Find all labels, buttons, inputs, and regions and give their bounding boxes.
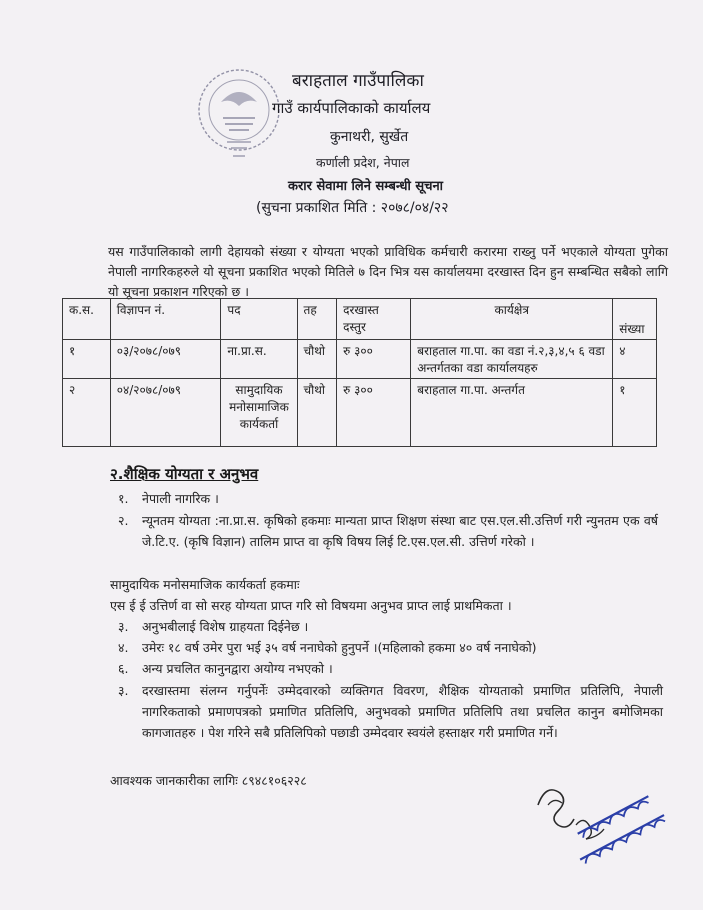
list-item xyxy=(118,658,658,679)
item-number: ३. xyxy=(118,619,129,634)
col-work-area: कार्यक्षेत्र xyxy=(411,299,613,340)
cell-fee: रु ३०० xyxy=(337,340,411,379)
notice-title: करार सेवामा लिने सम्बन्धी सूचना xyxy=(288,179,444,194)
vacancy-table xyxy=(62,298,657,447)
list-item xyxy=(118,680,663,743)
item-text: उमेरः १८ वर्ष उमेर पुरा भई ३५ वर्ष ननाघेको हुनुपर्ने ।(महिलाको हकमा ४० वर्ष ननाघेको) xyxy=(142,640,537,655)
cell-level: चौथो xyxy=(297,379,337,447)
list-item xyxy=(110,595,670,616)
office-name: गाउँ कार्यपालिकाको कार्यालय xyxy=(272,99,431,117)
contact-line: आवश्यक जानकारीका लागिः ८९४८१०६२२८ xyxy=(110,773,307,788)
list-item xyxy=(118,510,658,552)
col-ad-number: विज्ञापन नं. xyxy=(110,299,221,340)
office-location: कुनाथरी, सुर्खेत xyxy=(330,129,409,145)
item-text: एस ई ई उत्तिर्ण वा सो सरह योग्यता प्राप्त गरि सो विषयमा अनुभव प्राप्त लाई प्राथमिकता । xyxy=(110,598,512,613)
cell-post: ना.प्रा.स. xyxy=(221,340,297,379)
col-level: तह xyxy=(297,299,337,340)
item-number: २. xyxy=(118,513,129,528)
cell-serial: २ xyxy=(63,379,111,447)
col-count: संख्या xyxy=(613,299,657,340)
table-row xyxy=(63,340,657,379)
list-item xyxy=(118,488,658,509)
table-row xyxy=(63,379,657,447)
intro-paragraph: यस गाउँपालिकाको लागी देहायको संख्या र योग्यता भएको प्राविधिक कर्मचारी करारमा राख्नु पर्ने भएकाले योग्यता पुगेका नेपाली नागरिकहरुले यो सूचना प्रकाशित भएको मितिले ७ दिन भित्र यस कार्यालयमा दरखास्त दिन हुन सम्बन्धित सबैको लागि यो सूचना प्रकाशन गरिएको छ । xyxy=(108,244,668,299)
table-header-row xyxy=(63,299,657,340)
municipality-name: बराहताल गाउँपालिका xyxy=(292,71,424,91)
item-text: नेपाली नागरिक । xyxy=(142,491,219,506)
officer-signature-icon xyxy=(528,775,668,885)
item-text: दरखास्तमा संलग्न गर्नुपर्नेः उम्मेदवारको व्यक्तिगत विवरण, शैक्षिक योग्यताको प्रमाणित प्रतिलिपि, नेपाली नागरिकताको प्रमाणपत्रको प्रमाणित प्रतिलिपि, अनुभवको प्रमाणित प्रतिलिपि तथा प्रचलित कानुन बमोजिमका कागजातहरु । पेश गरिने सबै प्रतिलिपिको पछाडी उम्मेदवार स्वयंले हस्ताक्षर गरी प्रमाणित गर्ने। xyxy=(142,683,663,740)
cell-ad-number: ०४/२०७८/०७९ xyxy=(110,379,221,447)
published-date: (सुचना प्रकाशित मिति : २०७८/०४/२२ xyxy=(256,200,449,216)
list-item xyxy=(118,637,663,658)
cell-count: १ xyxy=(613,379,657,447)
item-number: ३. xyxy=(118,683,129,698)
cell-ad-number: ०३/२०७८/०७९ xyxy=(110,340,221,379)
cell-level: चौथो xyxy=(297,340,337,379)
item-text: सामुदायिक मनोसमाजिक कार्यकर्ता हकमाः xyxy=(110,577,300,592)
cell-serial: १ xyxy=(63,340,111,379)
item-text: अनुभबीलाई विशेष ग्राहयता दिईनेछ । xyxy=(142,619,309,634)
item-number: १. xyxy=(118,491,129,506)
list-item xyxy=(110,574,660,595)
item-number: ६. xyxy=(118,661,129,676)
cell-fee: रु ३०० xyxy=(337,379,411,447)
province-name: कर्णाली प्रदेश, नेपाल xyxy=(316,155,410,170)
item-text: न्यूनतम योग्यता :ना.प्रा.स. कृषिको हकमाः मान्यता प्राप्त शिक्षण संस्था बाट एस.एल.सी.उत्तिर्ण गरी न्युनतम एक वर्ष जे.टि.ए. (कृषि विज्ञान) तालिम प्राप्त वा कृषि विषय लिई टि.एस.एल.सी. उत्तिर्ण गरेको । xyxy=(142,513,658,549)
section-title: २.शैक्षिक योग्यता र अनुभव xyxy=(110,465,259,483)
cell-work-area: बराहताल गा.पा. अन्तर्गत xyxy=(411,379,613,447)
cell-post: सामुदायिक मनोसामाजिक कार्यकर्ता xyxy=(221,379,297,447)
item-text: अन्य प्रचलित कानुनद्वारा अयोग्य नभएको । xyxy=(142,661,333,676)
cell-count: ४ xyxy=(613,340,657,379)
col-post: पद xyxy=(221,299,297,340)
col-fee: दरखास्त दस्तुर xyxy=(337,299,411,340)
col-serial: क.स. xyxy=(63,299,111,340)
list-item xyxy=(118,616,658,637)
item-number: ४. xyxy=(118,640,129,655)
cell-work-area: बराहताल गा.पा. का वडा नं.२,३,४,५ ६ वडा अन्तर्गतका वडा कार्यालयहरु xyxy=(411,340,613,379)
